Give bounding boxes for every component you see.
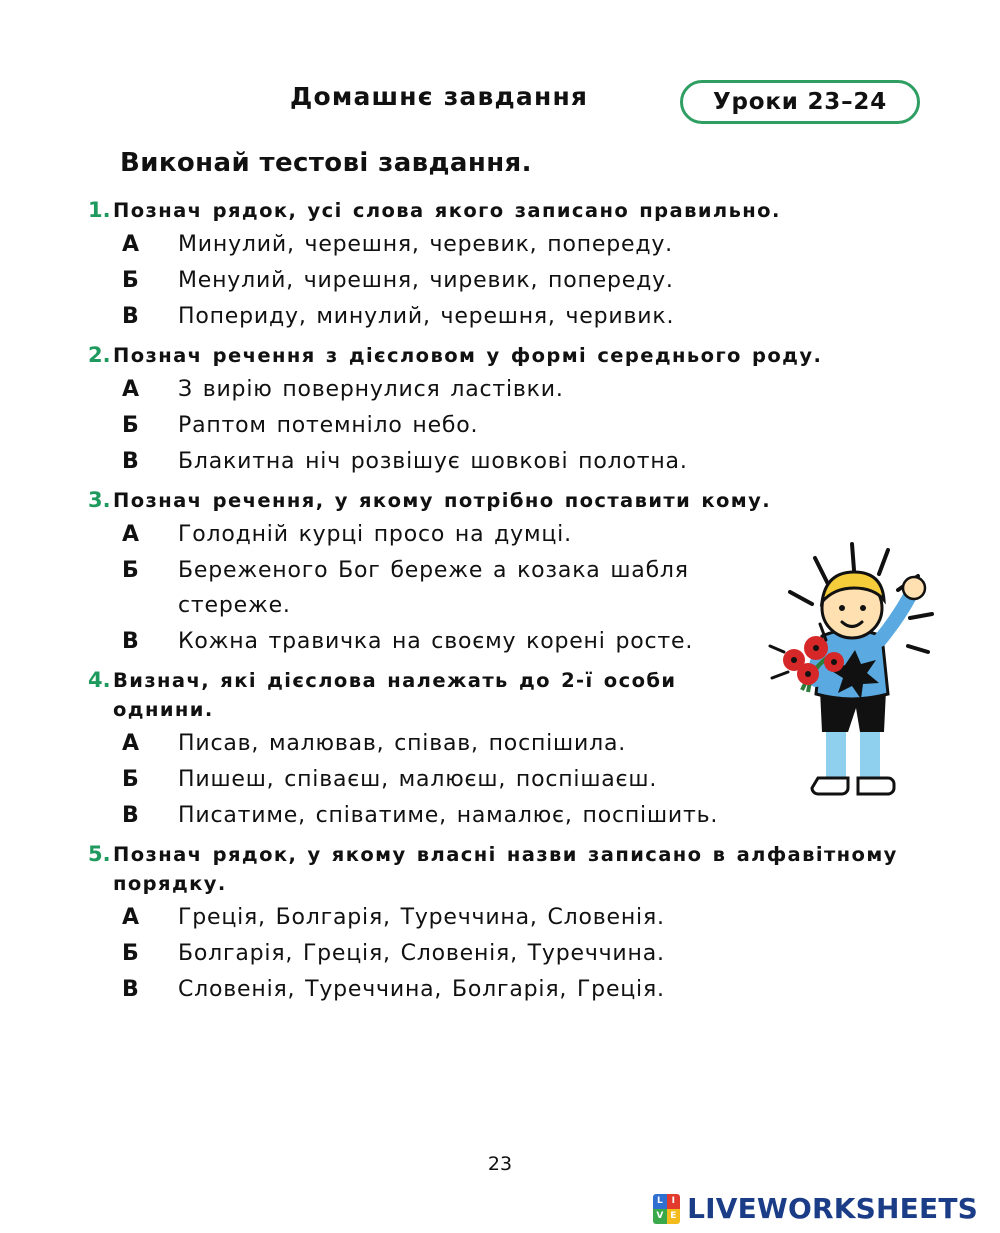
option-row[interactable] [88,227,958,262]
option-row[interactable] [88,444,958,479]
page-title: Домашнє завдання [290,82,589,111]
logo-letter-v: V [653,1209,667,1224]
logo-letter-e: E [667,1209,681,1224]
option-row[interactable] [88,408,958,443]
option-list [88,372,958,479]
option-letter: В [122,629,139,654]
option-text: Голодній курці просо на думці. [178,522,572,547]
option-letter: В [122,449,139,474]
liveworksheets-logo-icon [653,1194,680,1224]
task-number: 1. [88,198,111,222]
logo-letter-l: L [653,1194,667,1209]
task-item [88,840,958,1007]
option-row[interactable] [88,972,958,1007]
option-letter: Б [122,268,139,293]
task-number: 3. [88,488,111,512]
option-text: Писав, малював, співав, поспішила. [178,731,627,756]
instruction-text: Виконай тестові завдання. [120,148,532,178]
option-text: Минулий, черешня, черевик, попереду. [178,232,673,257]
task-prompt: Познач рядок, у якому власні назви записано в алфавітному порядку. [113,843,898,895]
boy-with-flowers-illustration [760,540,960,810]
liveworksheets-brand [653,1192,978,1225]
lesson-badge-label: Уроки 23–24 [712,89,888,115]
task-number: 2. [88,343,111,367]
option-letter: Б [122,413,139,438]
task-header [88,840,958,898]
option-text: Болгарія, Греція, Словенія, Туреччина. [178,941,665,966]
task-item [88,341,958,479]
option-text: Попериду, минулий, черешня, черивик. [178,304,675,329]
option-letter: Б [122,941,139,966]
task-number: 4. [88,668,111,692]
option-row[interactable] [88,263,958,298]
option-row[interactable] [88,936,958,971]
option-text: Блакитна ніч розвішує шовкові полотна. [178,449,688,474]
option-letter: А [122,522,140,547]
logo-letter-i: I [667,1194,681,1209]
task-number: 5. [88,842,111,866]
option-text: Писатиме, співатиме, намалює, поспішить. [178,803,719,828]
option-text: Кожна травичка на своєму корені росте. [178,629,694,654]
task-item [88,196,958,334]
option-letter: В [122,977,139,1002]
lesson-badge [680,80,920,124]
task-header [88,196,958,225]
option-row[interactable] [88,299,958,334]
option-text: З вирію повернулися ластівки. [178,377,564,402]
option-letter: А [122,377,140,402]
page-number: 23 [487,1153,513,1175]
task-header [88,341,958,370]
option-text: Пишеш, співаєш, малюєш, поспішаєш. [178,767,658,792]
option-letter: Б [122,558,139,583]
task-prompt: Визнач, які дієслова належать до 2-ї особи однини. [113,669,677,721]
option-letter: А [122,731,140,756]
option-list [88,227,958,334]
option-text: Греція, Болгарія, Туреччина, Словенія. [178,905,665,930]
option-text: Береженого Бог береже а козака шабля стереже. [178,558,689,618]
option-row[interactable] [88,900,958,935]
option-text: Менулий, чирешня, чиревик, попереду. [178,268,674,293]
option-letter: Б [122,767,139,792]
option-list [88,900,958,1007]
option-letter: А [122,905,140,930]
option-letter: В [122,803,139,828]
option-letter: А [122,232,140,257]
option-row[interactable] [88,372,958,407]
task-header [88,486,958,515]
option-text: Раптом потемніло небо. [178,413,479,438]
task-prompt: Познач речення, у якому потрібно поставити кому. [113,489,772,512]
brand-name: LIVEWORKSHEETS [687,1192,978,1225]
page-header [0,0,1000,120]
option-letter: В [122,304,139,329]
option-text: Словенія, Туреччина, Болгарія, Греція. [178,977,665,1002]
task-prompt: Познач рядок, усі слова якого записано правильно. [113,199,781,222]
task-prompt: Познач речення з дієсловом у формі середнього роду. [113,344,823,367]
